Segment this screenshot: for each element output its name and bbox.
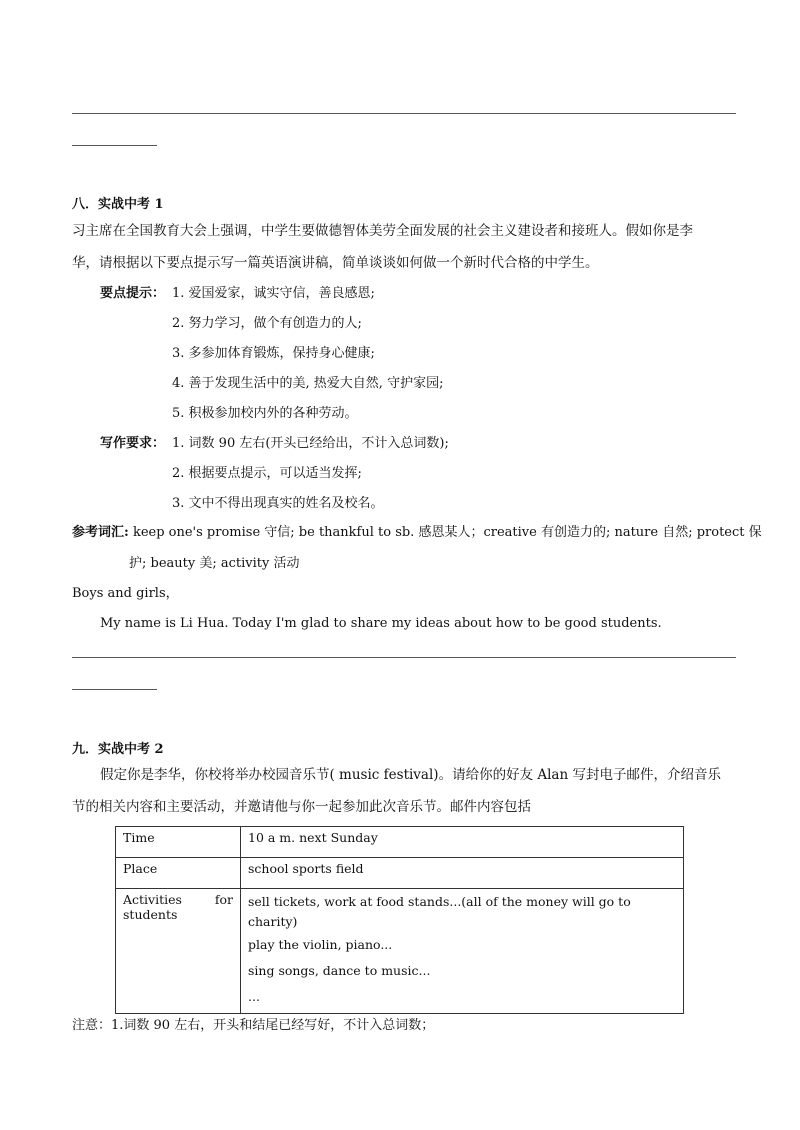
speech-greeting: Boys and girls， — [72, 586, 179, 601]
points-label: 要点提示： — [100, 286, 166, 301]
time-value-cell: 10 a m. next Sunday — [241, 827, 684, 858]
answer-line-mid — [72, 657, 736, 658]
table-row — [116, 889, 684, 1014]
activity-item: sing songs, dance to music... — [248, 963, 431, 978]
point-item: 3. 多参加体育锻炼，保持身心健康; — [172, 346, 375, 361]
vocab-text-1: keep one's promise 守信; be thankful to sb. 感恩某人；creative 有创造力的; nature 自然; protect 保 — [128, 525, 762, 540]
section8-intro-line1: 习主席在全国教育大会上强调，中学生要做德智体美劳全面发展的社会主义建设者和接班人。假如你是李 — [72, 223, 693, 239]
activities-label-word1: Activities — [123, 892, 182, 907]
place-value-cell: school sports field — [241, 858, 684, 889]
section9-note: 注意：1.词数 90 左右，开头和结尾已经写好，不计入总词数； — [72, 1018, 435, 1033]
activity-item: sell tickets, work at food stands...(all of the money will go to charity) — [248, 894, 631, 929]
point-item: 4. 善于发现生活中的美, 热爱大自然, 守护家园; — [172, 376, 444, 391]
vocab-label: 参考词汇: — [72, 525, 129, 540]
activities-value-cell — [241, 889, 684, 1014]
activity-item: play the violin, piano... — [248, 937, 393, 952]
section9-heading: 九．实战中考 2 — [72, 742, 164, 757]
answer-line-top-short — [72, 145, 157, 146]
section9-intro-line2: 节的相关内容和主要活动，并邀请他与你一起参加此次音乐节。邮件内容包括 — [72, 799, 531, 815]
point-item: 1. 爱国爱家，诚实守信，善良感恩; — [172, 286, 375, 301]
point-item: 5. 积极参加校内外的各种劳动。 — [172, 406, 358, 421]
requirement-item: 3. 文中不得出现真实的姓名及校名。 — [172, 496, 384, 511]
table-row — [116, 858, 684, 889]
section8-heading: 八．实战中考 1 — [72, 197, 164, 212]
point-item: 2. 努力学习，做个有创造力的人; — [172, 316, 362, 331]
answer-line-mid-short — [72, 689, 157, 690]
answer-line-top — [72, 113, 736, 114]
activities-label-word2: for — [214, 892, 233, 907]
festival-info-table — [115, 826, 684, 1014]
requirements-label: 写作要求： — [100, 436, 166, 451]
section8-intro-line2: 华，请根据以下要点提示写一篇英语演讲稿，简单谈谈如何做一个新时代合格的中学生。 — [72, 255, 599, 271]
activities-label-cell — [116, 889, 241, 1014]
section9-intro-line1: 假定你是李华，你校将举办校园音乐节( music festival)。请给你的好友 Alan 写封电子邮件，介绍音乐 — [100, 767, 721, 783]
activities-label-word3: students — [123, 907, 178, 922]
place-label-cell: Place — [116, 858, 241, 889]
table-row — [116, 827, 684, 858]
speech-opening: My name is Li Hua. Today I'm glad to share my ideas about how to be good students. — [100, 616, 662, 631]
time-label-cell: Time — [116, 827, 241, 858]
requirement-item: 2. 根据要点提示，可以适当发挥; — [172, 466, 362, 481]
requirement-item: 1. 词数 90 左右(开头已经给出，不计入总词数); — [172, 436, 449, 451]
activity-item: ... — [248, 989, 260, 1004]
vocab-line2: 护; beauty 美; activity 活动 — [129, 556, 300, 571]
vocab-line1 — [72, 518, 762, 548]
